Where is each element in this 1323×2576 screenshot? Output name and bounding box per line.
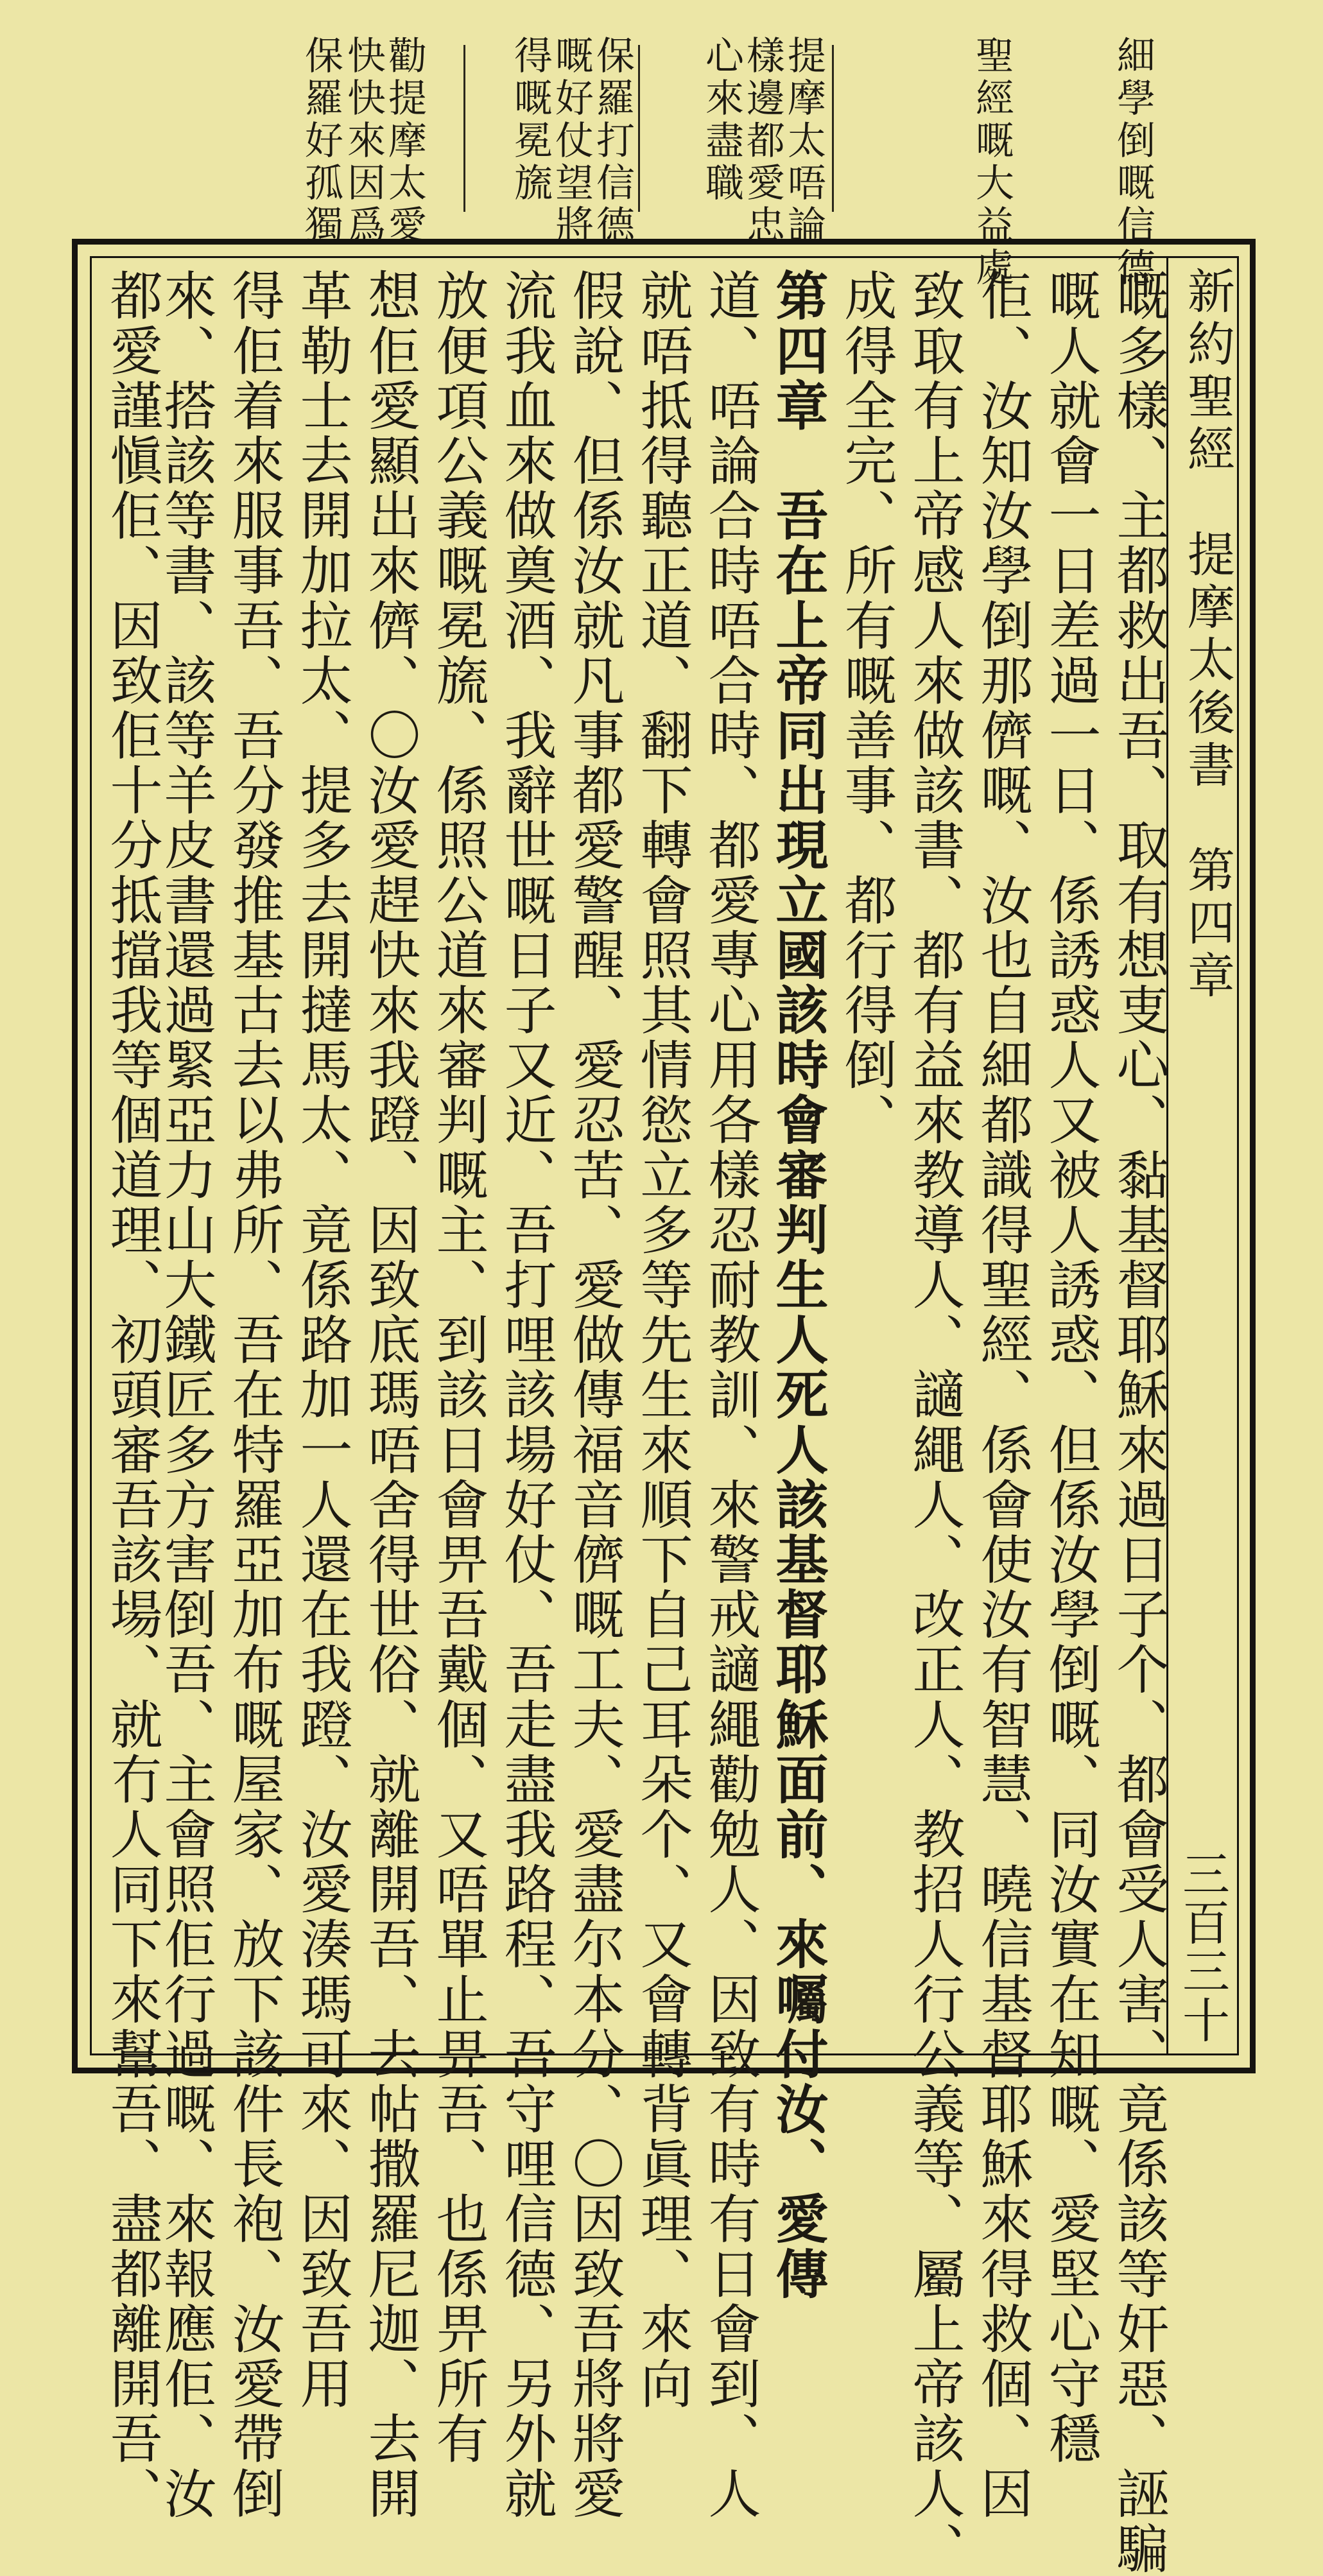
body-column: 流我血來做奠酒、我辭世嘅日子又近、吾打哩該場好仗、吾走盡我路程、吾守哩信德、另外就 — [496, 268, 557, 2521]
summary-column: 快快來因爲 — [341, 35, 386, 247]
body-column: 都愛謹愼佢、因致佢十分抵擋我等個道理、初頭審吾該場、就冇人同下來幫吾、盡都離開吾、 — [101, 268, 162, 2521]
body-column: 嘅人就會一日差過一日、係誘惑人又被人誘惑、但係汝學倒嘅、同汝實在知嘅、愛堅心守穩 — [1040, 268, 1101, 2466]
summary-column: 得嘅冕旒 — [508, 35, 553, 205]
body-column: 道、唔論合時唔合時、都愛專心用各樣忍耐教訓、來警戒讁繩勸勉人、因致有時有日會到、人 — [700, 268, 761, 2521]
summary-column: 心來盡職 — [699, 35, 744, 205]
summary-divider — [638, 45, 640, 212]
page-number: 三百三十 — [1175, 1849, 1230, 2044]
summary-column: 樣邊都愛忠 — [740, 35, 785, 247]
body-column: 假說、但係汝就凡事都愛警醒、愛忍苦、愛做傳福音儕嘅工夫、愛盡尔本分、〇因致吾將將愛 — [564, 268, 625, 2521]
body-column: 嘅多樣、主都救出吾、取有想叓心、黏基督耶穌來過日子个、都會受人害、竟係該等奸惡、誣騙 — [1108, 268, 1169, 2576]
running-title — [1175, 266, 1235, 2044]
body-column: 革勒士去開加拉太、提多去開撻馬太、竟係路加一人還在我蹬、汝愛湊瑪可來、因致吾用 — [291, 268, 352, 2412]
book-title: 新約聖經 提摩太後書 第四章 — [1180, 266, 1235, 1003]
body-column: 致取有上帝感人來做該書、都有益來教導人、讁繩人、改正人、教招人行公義等、屬上帝該人、 — [904, 268, 965, 2576]
summary-column: 提摩太唔論 — [781, 35, 826, 247]
body-column: 放便項公義嘅冕旒、係照公道來審判嘅主、到該日會畀吾戴個、又唔單止畀吾、也係畀所有 — [428, 268, 489, 2466]
body-column: 得佢着來服事吾、吾分發推基古去以弗所、吾在特羅亞加布嘅屋家、放下該件長袍、汝愛帶倒 — [223, 268, 284, 2521]
summary-divider — [832, 45, 834, 212]
chapter-heading-column: 第四章 吾在上帝同出現立國該時會審判生人死人該基督耶穌面前、來囑付汝、愛傳 — [767, 268, 829, 2302]
summary-column: 保羅好孤獨 — [298, 35, 343, 247]
body-column: 來、搭該等書、該等羊皮書還過緊亞力山大鐵匠多方害倒吾、主會照佢行過嘅、來報應佢、汝 — [155, 268, 216, 2521]
summary-column: 細學倒嘅信德 — [1111, 35, 1155, 290]
body-column: 成得全完、所有嘅善事、都行得倒、 — [836, 268, 897, 1148]
body-column: 佢、汝知汝學倒那儕嘅、汝也自細都識得聖經、係會使汝有智慧、曉信基督耶穌來得救個、因 — [972, 268, 1033, 2521]
body-column: 想佢愛顯出來儕、〇汝愛趕快來我蹬、因致底瑪唔舍得世俗、就離開吾、去帖撒羅尼迦、去開 — [359, 268, 420, 2521]
body-column: 就唔抵得聽正道、翻下轉會照其情慾立多等先生來順下自己耳朵个、又會轉背眞理、來向 — [632, 268, 693, 2412]
summary-column: 聖經嘅大益處 — [969, 35, 1014, 290]
summary-column: 勸提摩太愛 — [382, 35, 427, 247]
summary-divider — [463, 45, 465, 212]
summary-column: 嘅好仗望將 — [549, 35, 594, 247]
summary-column: 保羅打信德 — [590, 35, 635, 247]
